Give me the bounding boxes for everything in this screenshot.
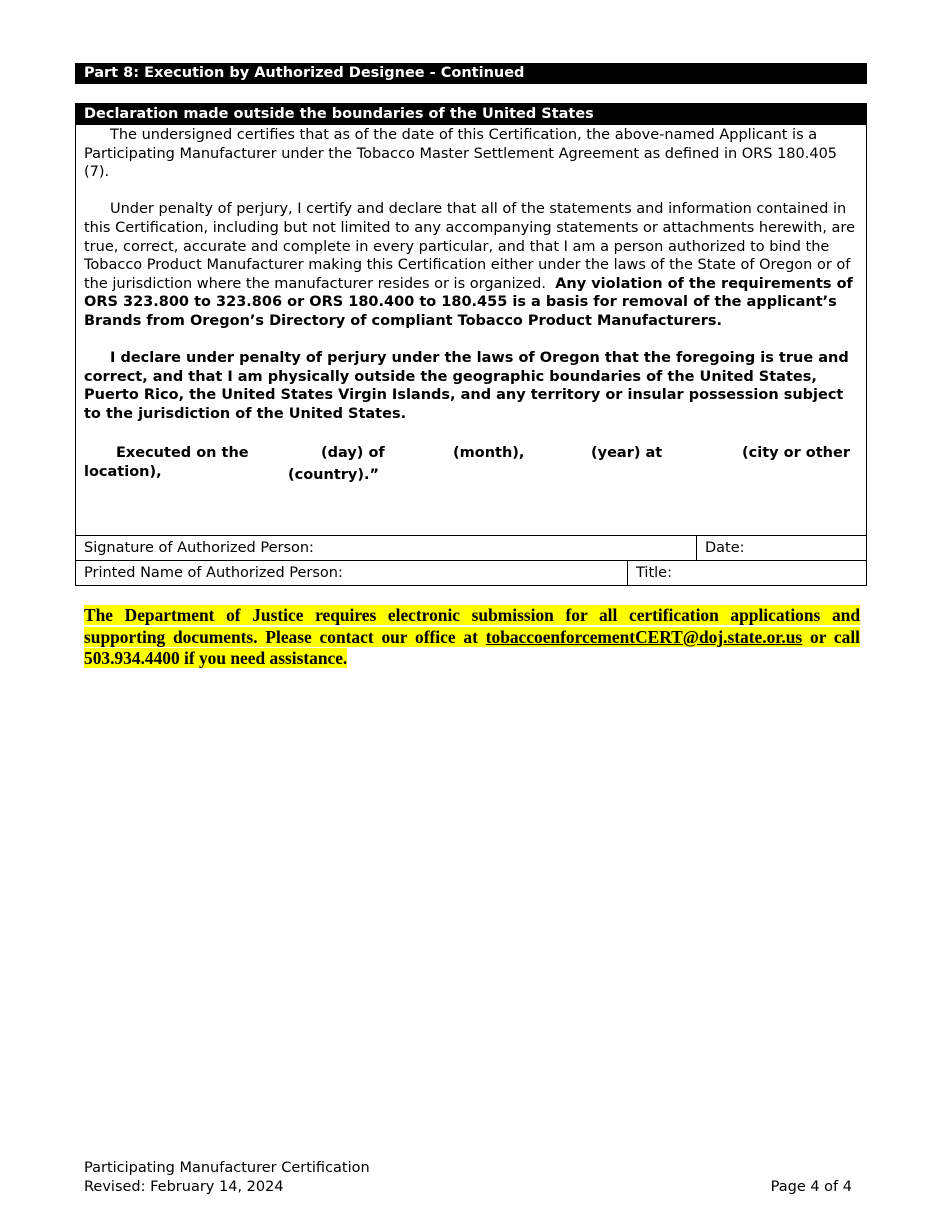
declaration-paragraph-2	[84, 200, 858, 330]
date-field[interactable]: Date:	[697, 536, 867, 561]
signature-field[interactable]: Signature of Authorized Person:	[76, 536, 697, 561]
declaration-paragraph-1: The undersigned certifies that as of the date of this Certification, the above-named Applicant is a Participating Manufacturer under the Tobacco Master Settlement Agreement as defined in ORS 180.405 (7).	[84, 127, 838, 181]
notice-text-before: The Department of Justice requires electronic submission for all certification applications and supporting documents. Please contact our office at	[84, 605, 860, 647]
violation-statement: Any violation of the requirements of ORS 323.800 to 323.806 or ORS 180.400 to 180.455 is a basis for removal of the applicant’s Brands from Oregon’s Directory of compliant Tobacco Product Manufacturers.	[84, 275, 853, 329]
title-field[interactable]: Title:	[628, 561, 867, 586]
perjury-statement: Under penalty of perjury, I certify and declare that all of the statements and information contained in this Certification, including but not limited to any accompanying statements or attachments herewith, are true, correct, accurate and complete in every particular, and that I am a person authorized to bind the Tobacco Product Manufacturer making this Certification either under the laws of the State of Oregon or of the jurisdiction where the manufacturer resides or is organized.	[84, 201, 855, 292]
printed-name-row	[76, 561, 867, 586]
location-label: location),	[84, 463, 162, 480]
day-label: (day) of	[321, 444, 385, 461]
declaration-header: Declaration made outside the boundaries of the United States	[76, 104, 866, 125]
city-label: (city or other	[742, 444, 850, 461]
year-label: (year) at	[591, 444, 663, 461]
page-footer	[84, 1159, 860, 1197]
printed-name-field[interactable]: Printed Name of Authorized Person:	[76, 561, 628, 586]
country-label: (country).”	[288, 466, 380, 483]
month-label: (month),	[453, 444, 525, 461]
execution-line	[84, 442, 858, 486]
footer-revised-date: Revised: February 14, 2024	[84, 1179, 284, 1195]
declaration-box	[75, 103, 867, 536]
submission-notice	[84, 605, 860, 670]
footer-page-number: Page 4 of 4	[770, 1179, 852, 1195]
footer-form-name: Participating Manufacturer Certification	[84, 1160, 370, 1176]
notice-text-after: or call 503.934.4400 if you need assistance.	[84, 626, 861, 668]
signature-row	[76, 536, 867, 561]
signature-table	[75, 535, 867, 586]
declaration-body	[76, 125, 866, 486]
executed-on-label: Executed on the	[116, 444, 249, 461]
notice-highlight	[84, 605, 860, 668]
part-header: Part 8: Execution by Authorized Designee - Continued	[75, 63, 867, 84]
email-link[interactable]: tobaccoenforcementCERT@doj.state.or.us	[485, 626, 803, 647]
declaration-paragraph-3: I declare under penalty of perjury under the laws of Oregon that the foregoing is true and correct, and that I am physically outside the geographic boundaries of the United States, Puerto Rico, the United States Virgin Islands, and any territory or insular possession subject to the jurisdiction of the United States.	[84, 350, 849, 422]
